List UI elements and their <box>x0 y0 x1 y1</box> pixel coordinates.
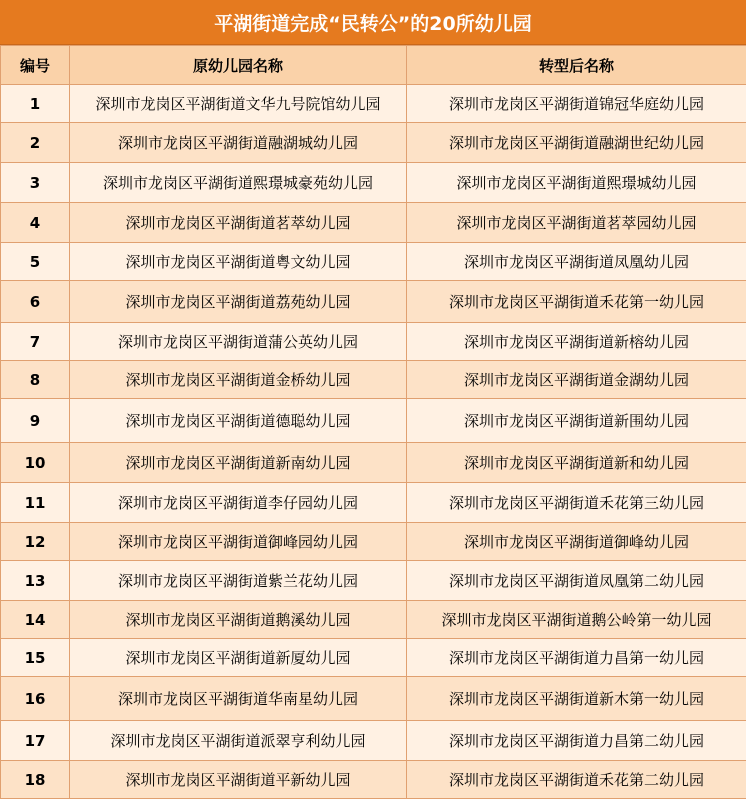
table-row <box>1 281 746 323</box>
table-row <box>1 361 746 399</box>
row-num: 4 <box>1 203 70 243</box>
table-row <box>1 443 746 483</box>
row-num: 6 <box>1 281 70 323</box>
original-name-cell: 深圳市龙岗区平湖街道紫兰花幼儿园 <box>70 561 407 601</box>
original-name-cell: 深圳市龙岗区平湖街道荔苑幼儿园 <box>70 281 407 323</box>
table-row <box>1 721 746 761</box>
row-num: 2 <box>1 123 70 163</box>
new-name-cell: 深圳市龙岗区平湖街道新木第一幼儿园 <box>407 677 746 721</box>
original-name-cell: 深圳市龙岗区平湖街道熙璟城豪苑幼儿园 <box>70 163 407 203</box>
original-name-cell: 深圳市龙岗区平湖街道新厦幼儿园 <box>70 639 407 677</box>
new-name-cell: 深圳市龙岗区平湖街道御峰幼儿园 <box>407 523 746 561</box>
original-name-cell: 深圳市龙岗区平湖街道平新幼儿园 <box>70 761 407 799</box>
row-num: 13 <box>1 561 70 601</box>
original-name-cell: 深圳市龙岗区平湖街道金桥幼儿园 <box>70 361 407 399</box>
new-name-cell: 深圳市龙岗区平湖街道凤凰幼儿园 <box>407 243 746 281</box>
row-num: 8 <box>1 361 70 399</box>
table-row <box>1 323 746 361</box>
row-num: 11 <box>1 483 70 523</box>
table-row <box>1 483 746 523</box>
row-num: 14 <box>1 601 70 639</box>
row-num: 15 <box>1 639 70 677</box>
header-num: 编号 <box>1 46 70 85</box>
new-name-cell: 深圳市龙岗区平湖街道新和幼儿园 <box>407 443 746 483</box>
new-name-cell: 深圳市龙岗区平湖街道力昌第二幼儿园 <box>407 721 746 761</box>
new-name-cell: 深圳市龙岗区平湖街道禾花第一幼儿园 <box>407 281 746 323</box>
table-row <box>1 761 746 799</box>
table-row <box>1 561 746 601</box>
new-name-cell: 深圳市龙岗区平湖街道力昌第一幼儿园 <box>407 639 746 677</box>
table-row <box>1 523 746 561</box>
row-num: 12 <box>1 523 70 561</box>
table-body <box>1 85 746 799</box>
row-num: 5 <box>1 243 70 281</box>
new-name-cell: 深圳市龙岗区平湖街道锦冠华庭幼儿园 <box>407 85 746 123</box>
original-name-cell: 深圳市龙岗区平湖街道粤文幼儿园 <box>70 243 407 281</box>
row-num: 1 <box>1 85 70 123</box>
table-row <box>1 163 746 203</box>
table-row <box>1 677 746 721</box>
row-num: 17 <box>1 721 70 761</box>
table-row <box>1 639 746 677</box>
new-name-cell: 深圳市龙岗区平湖街道凤凰第二幼儿园 <box>407 561 746 601</box>
original-name-cell: 深圳市龙岗区平湖街道御峰园幼儿园 <box>70 523 407 561</box>
row-num: 9 <box>1 399 70 443</box>
table-row <box>1 203 746 243</box>
original-name-cell: 深圳市龙岗区平湖街道文华九号院馆幼儿园 <box>70 85 407 123</box>
row-num: 16 <box>1 677 70 721</box>
new-name-cell: 深圳市龙岗区平湖街道新榕幼儿园 <box>407 323 746 361</box>
table-row <box>1 399 746 443</box>
original-name-cell: 深圳市龙岗区平湖街道蒲公英幼儿园 <box>70 323 407 361</box>
new-name-cell: 深圳市龙岗区平湖街道鹅公岭第一幼儿园 <box>407 601 746 639</box>
row-num: 18 <box>1 761 70 799</box>
new-name-cell: 深圳市龙岗区平湖街道新围幼儿园 <box>407 399 746 443</box>
table-row <box>1 85 746 123</box>
table-row <box>1 123 746 163</box>
row-num: 7 <box>1 323 70 361</box>
new-name-cell: 深圳市龙岗区平湖街道茗萃园幼儿园 <box>407 203 746 243</box>
original-name-cell: 深圳市龙岗区平湖街道融湖城幼儿园 <box>70 123 407 163</box>
original-name-cell: 深圳市龙岗区平湖街道派翠亨利幼儿园 <box>70 721 407 761</box>
new-name-cell: 深圳市龙岗区平湖街道熙璟城幼儿园 <box>407 163 746 203</box>
new-name-cell: 深圳市龙岗区平湖街道禾花第二幼儿园 <box>407 761 746 799</box>
table-title: 平湖街道完成“民转公”的20所幼儿园 <box>0 0 746 45</box>
new-name-cell: 深圳市龙岗区平湖街道融湖世纪幼儿园 <box>407 123 746 163</box>
row-num: 3 <box>1 163 70 203</box>
table-row <box>1 601 746 639</box>
original-name-cell: 深圳市龙岗区平湖街道鹅溪幼儿园 <box>70 601 407 639</box>
original-name-cell: 深圳市龙岗区平湖街道华南星幼儿园 <box>70 677 407 721</box>
new-name-cell: 深圳市龙岗区平湖街道禾花第三幼儿园 <box>407 483 746 523</box>
new-name-cell: 深圳市龙岗区平湖街道金湖幼儿园 <box>407 361 746 399</box>
original-name-cell: 深圳市龙岗区平湖街道新南幼儿园 <box>70 443 407 483</box>
header-new-name: 转型后名称 <box>407 46 746 85</box>
table-row <box>1 243 746 281</box>
header-original-name: 原幼儿园名称 <box>70 46 407 85</box>
header-row <box>1 46 746 85</box>
row-num: 10 <box>1 443 70 483</box>
original-name-cell: 深圳市龙岗区平湖街道李仔园幼儿园 <box>70 483 407 523</box>
original-name-cell: 深圳市龙岗区平湖街道茗萃幼儿园 <box>70 203 407 243</box>
kindergarten-table <box>0 45 746 799</box>
original-name-cell: 深圳市龙岗区平湖街道德聪幼儿园 <box>70 399 407 443</box>
